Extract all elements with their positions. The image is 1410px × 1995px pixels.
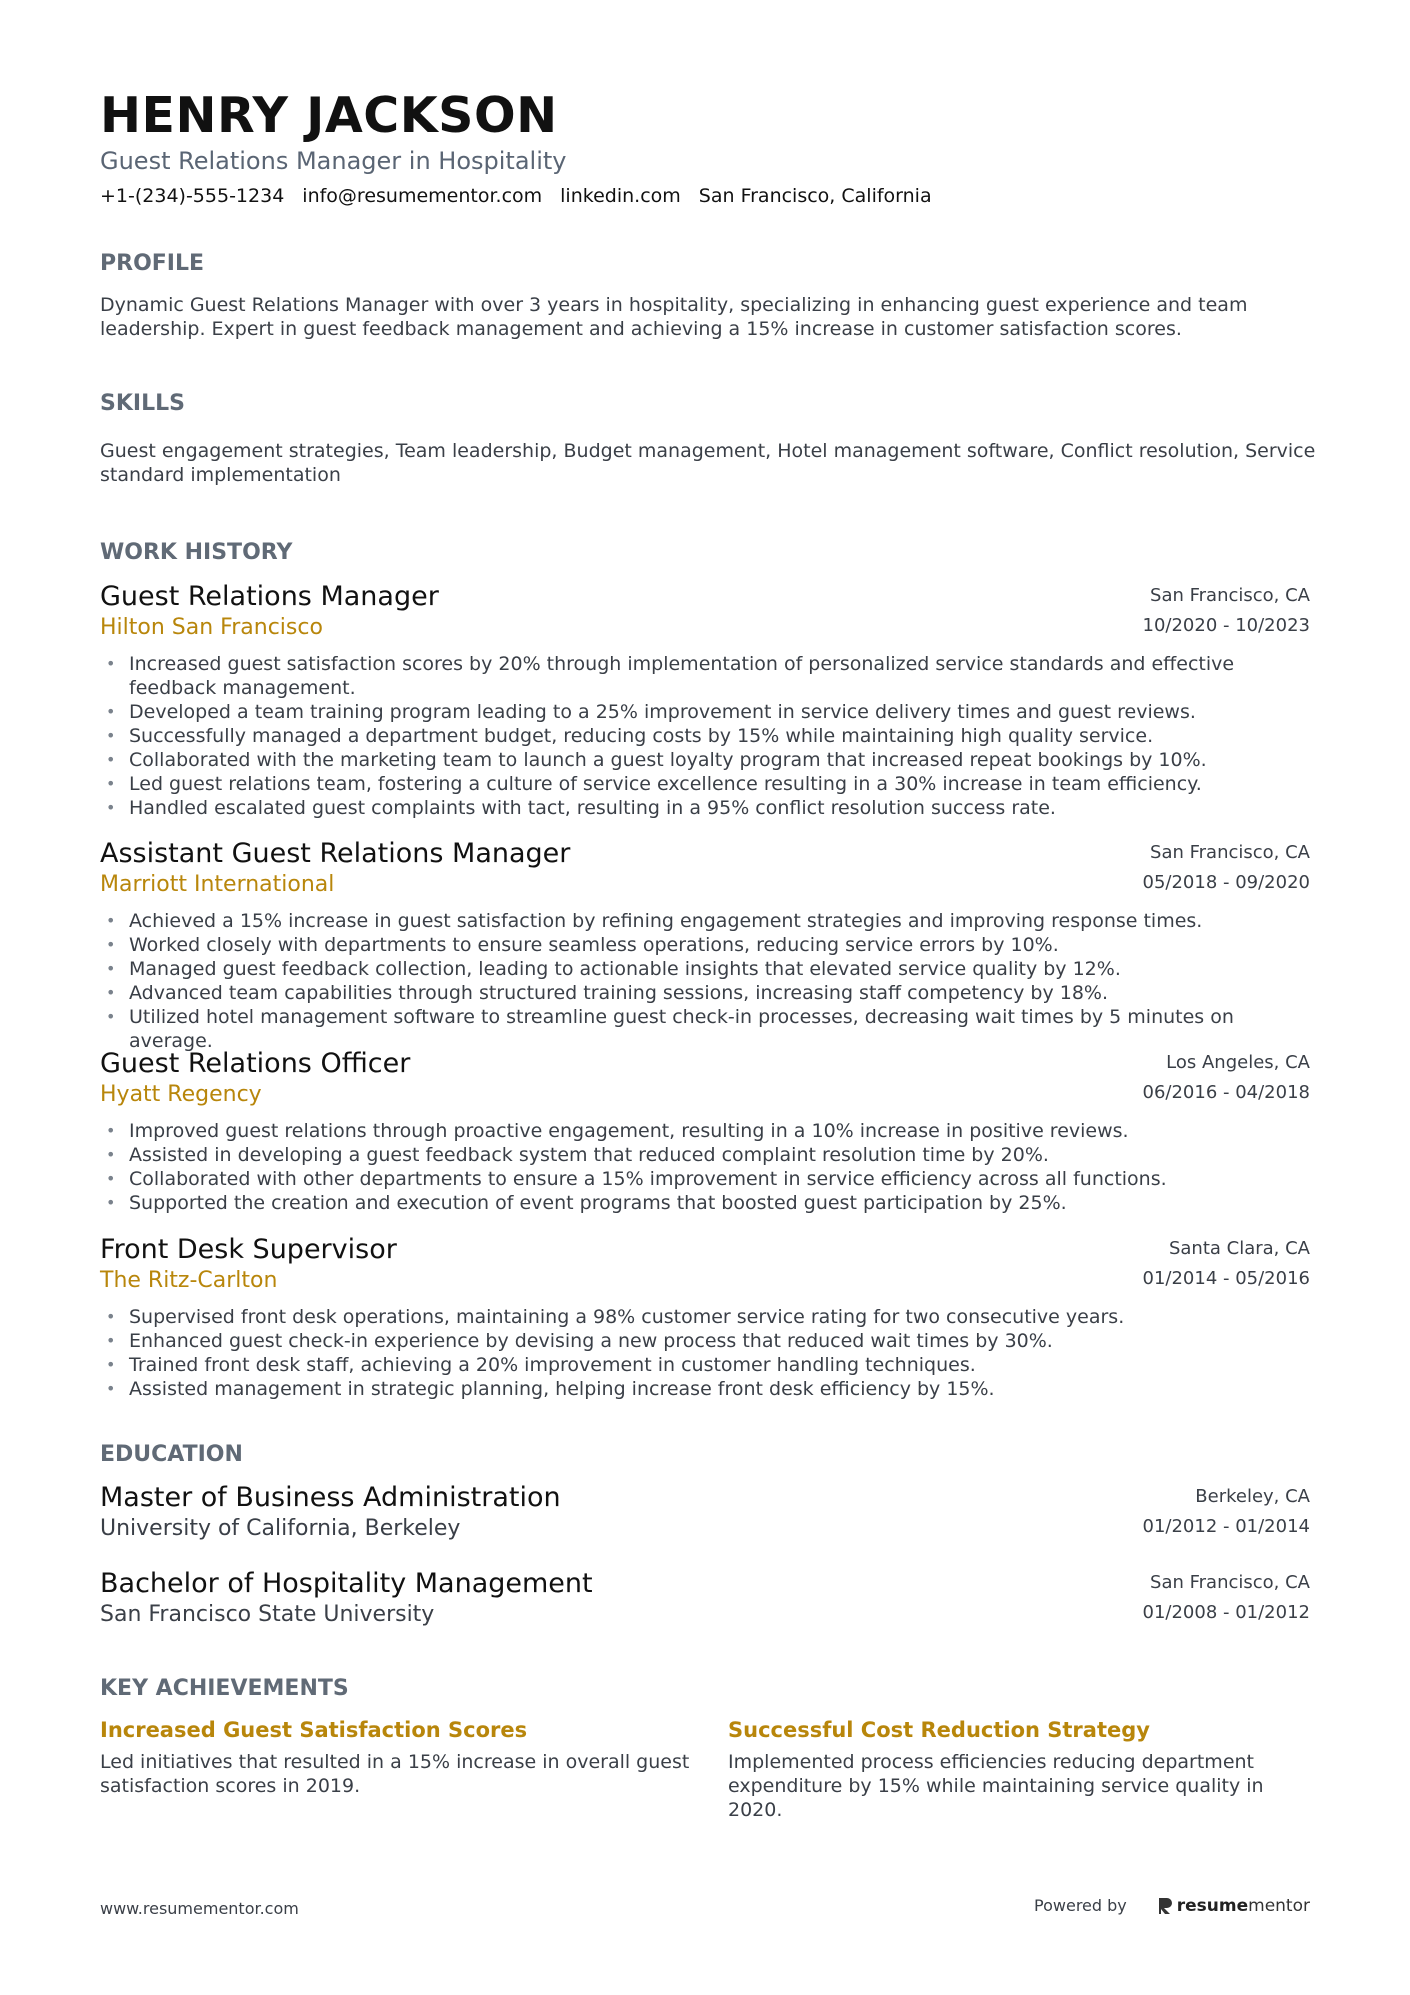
- job-bullet: • Handled escalated guest complaints with tact, resulting in a 95% conflict resolution success rate.: [106, 797, 1056, 819]
- candidate-title: Guest Relations Manager in Hospitality: [100, 147, 567, 175]
- profile-heading: PROFILE: [100, 251, 205, 276]
- education-dates: 01/2008 - 01/2012: [1142, 1602, 1310, 1623]
- job-bullet: • Collaborated with the marketing team to launch a guest loyalty program that increased repeat bookings by 10%.: [106, 749, 1207, 771]
- job-bullet: • Advanced team capabilities through structured training sessions, increasing staff competency by 18%.: [106, 982, 1109, 1004]
- job-title: Assistant Guest Relations Manager: [100, 838, 571, 869]
- achievement-item: [100, 1716, 690, 1798]
- achievement-item: [728, 1716, 1318, 1822]
- job-location: Los Angeles, CA: [1166, 1052, 1310, 1073]
- job-bullet: • Led guest relations team, fostering a culture of service excellence resulting in a 30% increase in team efficiency.: [106, 773, 1202, 795]
- candidate-name: HENRY JACKSON: [100, 87, 558, 144]
- job-bullet: • Managed guest feedback collection, leading to actionable insights that elevated service quality by 12%.: [106, 958, 1121, 980]
- job-location: San Francisco, CA: [1150, 842, 1310, 863]
- job-dates: 05/2018 - 09/2020: [1142, 872, 1310, 893]
- achievement-title: Increased Guest Satisfaction Scores: [100, 1718, 528, 1742]
- contact-location: San Francisco, California: [698, 185, 932, 207]
- job-title: Guest Relations Manager: [100, 581, 439, 612]
- achievement-text: Implemented process efficiencies reducing department expenditure by 15% while maintaining service quality in 2020.: [728, 1751, 1264, 1821]
- job-company: Hilton San Francisco: [100, 615, 323, 640]
- job-bullets: [100, 652, 1310, 820]
- achievements-heading: KEY ACHIEVEMENTS: [100, 1676, 349, 1701]
- job-company: Hyatt Regency: [100, 1082, 262, 1107]
- job-bullet: • Utilized hotel management software to streamline guest check-in processes, decreasing wait times by 5 minutes on average.: [106, 1006, 1234, 1052]
- contact-linkedin: linkedin.com: [560, 185, 681, 207]
- school-name: University of California, Berkeley: [100, 1516, 461, 1541]
- achievement-text: Led initiatives that resulted in a 15% increase in overall guest satisfaction scores in 2019.: [100, 1751, 690, 1797]
- contact-line: [100, 184, 932, 208]
- job-bullets: [100, 1119, 1310, 1215]
- job-bullet: • Improved guest relations through proactive engagement, resulting in a 10% increase in positive reviews.: [106, 1120, 1129, 1142]
- job-bullet: • Developed a team training program leading to a 25% improvement in service delivery times and guest reviews.: [106, 701, 1196, 723]
- job-title: Guest Relations Officer: [100, 1048, 411, 1079]
- school-name: San Francisco State University: [100, 1602, 435, 1627]
- job-bullet: • Increased guest satisfaction scores by 20% through implementation of personalized service standards and effective feedback management.: [106, 653, 1235, 699]
- job-dates: 10/2020 - 10/2023: [1142, 615, 1310, 636]
- job-bullet: • Supported the creation and execution of event programs that boosted guest participation by 25%.: [106, 1192, 1067, 1214]
- achievement-title: Successful Cost Reduction Strategy: [728, 1718, 1150, 1742]
- job-dates: 06/2016 - 04/2018: [1142, 1082, 1310, 1103]
- work-history-heading: WORK HISTORY: [100, 540, 293, 565]
- job-dates: 01/2014 - 05/2016: [1142, 1268, 1310, 1289]
- job-bullets: [100, 909, 1310, 1053]
- job-company: The Ritz-Carlton: [100, 1268, 278, 1293]
- degree-title: Bachelor of Hospitality Management: [100, 1568, 593, 1599]
- contact-phone: +1-(234)-555-1234: [100, 185, 285, 207]
- powered-by-label: Powered by: [1034, 1896, 1127, 1915]
- skills-heading: SKILLS: [100, 391, 185, 416]
- job-bullet: • Collaborated with other departments to ensure a 15% improvement in service efficiency across all functions.: [106, 1168, 1167, 1190]
- job-title: Front Desk Supervisor: [100, 1234, 397, 1265]
- contact-email: info@resumementor.com: [302, 185, 543, 207]
- job-location: San Francisco, CA: [1150, 585, 1310, 606]
- degree-title: Master of Business Administration: [100, 1482, 561, 1513]
- profile-text: Dynamic Guest Relations Manager with over 3 years in hospitality, specializing in enhancing guest experience and team leadership. Expert in guest feedback management and achieving a 15% increase in customer satisfaction scores.: [100, 294, 1248, 340]
- education-heading: EDUCATION: [100, 1442, 243, 1467]
- school-location: San Francisco, CA: [1150, 1572, 1310, 1593]
- skills-text: Guest engagement strategies, Team leadership, Budget management, Hotel management software, Conflict resolution, Service standard implementation: [100, 440, 1316, 486]
- job-bullet: • Trained front desk staff, achieving a 20% improvement in customer handling techniques.: [106, 1354, 976, 1376]
- job-bullet: • Worked closely with departments to ensure seamless operations, reducing service errors by 10%.: [106, 934, 1059, 956]
- footer-brand: [1034, 1894, 1310, 1918]
- school-location: Berkeley, CA: [1195, 1486, 1310, 1507]
- job-bullets: [100, 1305, 1310, 1401]
- footer-website-link[interactable]: www.resumementor.com: [100, 1899, 299, 1918]
- job-location: Santa Clara, CA: [1168, 1238, 1310, 1259]
- job-bullet: • Assisted in developing a guest feedback system that reduced complaint resolution time by 20%.: [106, 1144, 1049, 1166]
- job-company: Marriott International: [100, 872, 335, 897]
- job-bullet: • Supervised front desk operations, maintaining a 98% customer service rating for two consecutive years.: [106, 1306, 1125, 1328]
- job-bullet: • Achieved a 15% increase in guest satisfaction by refining engagement strategies and improving response times.: [106, 910, 1203, 932]
- job-bullet: • Assisted management in strategic planning, helping increase front desk efficiency by 15%.: [106, 1378, 995, 1400]
- education-dates: 01/2012 - 01/2014: [1142, 1516, 1310, 1537]
- resumementor-logo[interactable]: resumementor: [1157, 1894, 1310, 1918]
- job-bullet: • Successfully managed a department budget, reducing costs by 15% while maintaining high quality service.: [106, 725, 1154, 747]
- resumementor-logo-icon: [1157, 1897, 1173, 1915]
- job-bullet: • Enhanced guest check-in experience by devising a new process that reduced wait times by 30%.: [106, 1330, 1053, 1352]
